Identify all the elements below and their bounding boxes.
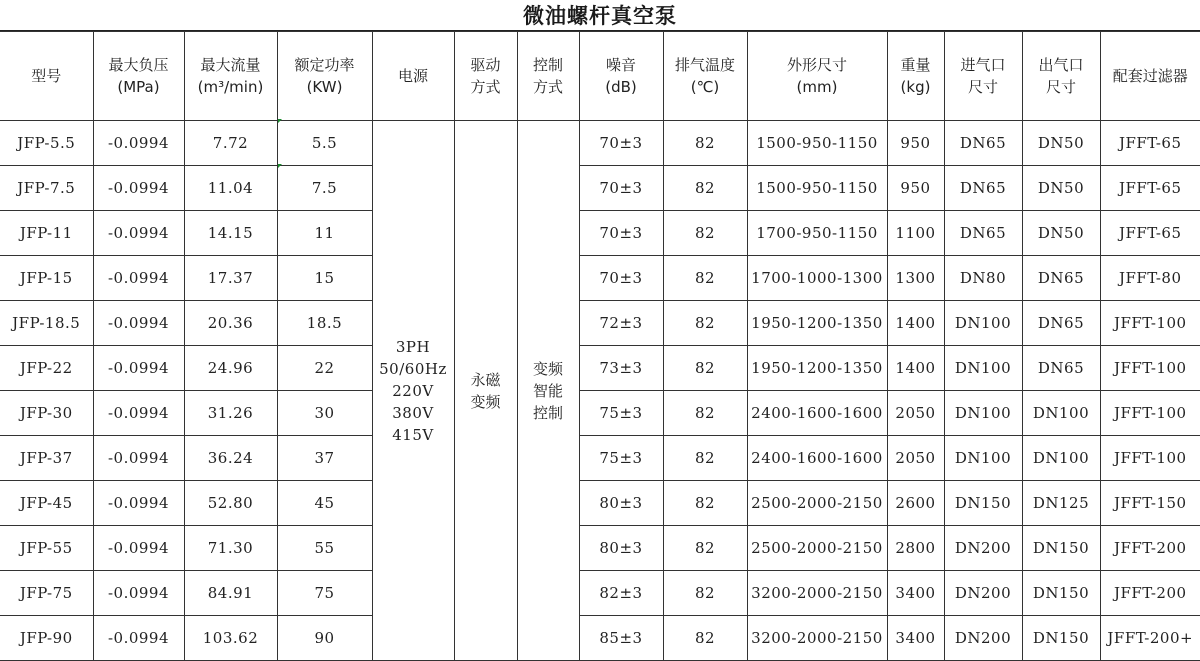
header-rated-power-line: (KW) [278,76,372,98]
cell-outlet-size: DN65 [1022,301,1100,346]
cell-noise: 75±3 [579,436,663,481]
cell-filter: JFFT-100 [1100,391,1200,436]
header-outlet-size-line: 尺寸 [1023,76,1100,98]
cell-exhaust-temp: 82 [663,166,747,211]
cell-model: JFP-15 [0,256,93,301]
cell-rated-power: 55 [277,526,372,571]
header-filter [1100,32,1200,121]
cell-model: JFP-7.5 [0,166,93,211]
header-weight-line: 重量 [888,54,944,76]
cell-dimensions: 1500-950-1150 [747,166,887,211]
table-row [0,436,1200,481]
table-row [0,481,1200,526]
cell-max-vacuum: -0.0994 [93,301,184,346]
cell-inlet-size: DN100 [944,301,1022,346]
header-inlet-size-line: 进气口 [945,54,1022,76]
cell-rated-power: 18.5 [277,301,372,346]
header-max-flow-line: (m³/min) [185,76,277,98]
cell-inlet-size: DN65 [944,166,1022,211]
control-mode-cell [517,121,579,661]
cell-marker-icon [278,119,282,123]
header-dimensions-line: (mm) [748,76,887,98]
header-row [0,32,1200,121]
cell-model: JFP-75 [0,571,93,616]
cell-weight: 2800 [887,526,944,571]
cell-exhaust-temp: 82 [663,121,747,166]
cell-max-vacuum: -0.0994 [93,256,184,301]
cell-max-vacuum: -0.0994 [93,481,184,526]
cell-inlet-size: DN100 [944,346,1022,391]
header-exhaust-temp-line: 排气温度 [664,54,747,76]
cell-dimensions: 3200-2000-2150 [747,571,887,616]
header-max-flow [184,32,277,121]
cell-dimensions: 1500-950-1150 [747,121,887,166]
cell-rated-power: 75 [277,571,372,616]
cell-model: JFP-55 [0,526,93,571]
header-max-flow-line: 最大流量 [185,54,277,76]
cell-exhaust-temp: 82 [663,256,747,301]
header-exhaust-temp [663,32,747,121]
header-max-vacuum [93,32,184,121]
cell-model: JFP-5.5 [0,121,93,166]
cell-noise: 75±3 [579,391,663,436]
cell-outlet-size: DN50 [1022,121,1100,166]
cell-inlet-size: DN65 [944,121,1022,166]
cell-max-vacuum: -0.0994 [93,211,184,256]
cell-weight: 1400 [887,346,944,391]
table-row [0,211,1200,256]
cell-max-vacuum: -0.0994 [93,436,184,481]
cell-filter: JFFT-150 [1100,481,1200,526]
cell-exhaust-temp: 82 [663,526,747,571]
cell-inlet-size: DN100 [944,436,1022,481]
cell-rated-power: 11 [277,211,372,256]
header-exhaust-temp-line: (℃) [664,76,747,98]
control-mode-cell-line: 变频 [518,358,579,380]
power-supply-cell-line: 380V [373,402,454,424]
header-control-mode-line: 方式 [518,76,579,98]
header-weight [887,32,944,121]
table-row [0,256,1200,301]
header-noise-line: (dB) [580,76,663,98]
cell-max-flow: 17.37 [184,256,277,301]
table-row [0,166,1200,211]
cell-dimensions: 2500-2000-2150 [747,526,887,571]
cell-filter: JFFT-200+ [1100,616,1200,661]
cell-model: JFP-18.5 [0,301,93,346]
cell-dimensions: 2400-1600-1600 [747,391,887,436]
control-mode-cell-line: 控制 [518,402,579,424]
cell-outlet-size: DN50 [1022,166,1100,211]
cell-max-flow: 24.96 [184,346,277,391]
cell-rated-power: 30 [277,391,372,436]
cell-max-vacuum: -0.0994 [93,166,184,211]
cell-max-flow: 14.15 [184,211,277,256]
cell-model: JFP-11 [0,211,93,256]
cell-noise: 70±3 [579,256,663,301]
cell-noise: 80±3 [579,481,663,526]
header-noise-line: 噪音 [580,54,663,76]
cell-outlet-size: DN65 [1022,346,1100,391]
header-drive-mode-line: 驱动 [455,54,517,76]
spec-table [0,31,1200,661]
cell-filter: JFFT-100 [1100,346,1200,391]
cell-model: JFP-45 [0,481,93,526]
cell-noise: 82±3 [579,571,663,616]
power-supply-cell-line: 220V [373,380,454,402]
cell-weight: 3400 [887,571,944,616]
cell-model: JFP-37 [0,436,93,481]
cell-weight: 3400 [887,616,944,661]
cell-noise: 73±3 [579,346,663,391]
cell-noise: 85±3 [579,616,663,661]
power-supply-cell-line: 3PH [373,336,454,358]
power-supply-cell [372,121,454,661]
cell-max-flow: 52.80 [184,481,277,526]
cell-inlet-size: DN100 [944,391,1022,436]
cell-rated-power: 90 [277,616,372,661]
cell-filter: JFFT-65 [1100,166,1200,211]
power-supply-cell-line: 50/60Hz [373,358,454,380]
cell-max-flow: 36.24 [184,436,277,481]
cell-max-vacuum: -0.0994 [93,346,184,391]
cell-outlet-size: DN150 [1022,616,1100,661]
header-weight-line: (kg) [888,76,944,98]
cell-model: JFP-90 [0,616,93,661]
cell-inlet-size: DN200 [944,571,1022,616]
cell-model: JFP-22 [0,346,93,391]
cell-weight: 2600 [887,481,944,526]
table-body [0,121,1200,661]
cell-weight: 1400 [887,301,944,346]
table-row [0,526,1200,571]
page-title: 微油螺杆真空泵 [0,0,1200,31]
cell-inlet-size: DN200 [944,616,1022,661]
header-outlet-size [1022,32,1100,121]
cell-weight: 1100 [887,211,944,256]
header-dimensions [747,32,887,121]
header-filter-line: 配套过滤器 [1101,65,1200,87]
cell-dimensions: 2400-1600-1600 [747,436,887,481]
header-control-mode [517,32,579,121]
header-outlet-size-line: 出气口 [1023,54,1100,76]
cell-filter: JFFT-200 [1100,526,1200,571]
table-row [0,616,1200,661]
cell-max-flow: 20.36 [184,301,277,346]
cell-weight: 2050 [887,391,944,436]
drive-mode-cell [454,121,517,661]
cell-weight: 950 [887,166,944,211]
table-row [0,121,1200,166]
cell-max-vacuum: -0.0994 [93,616,184,661]
cell-dimensions: 1950-1200-1350 [747,301,887,346]
drive-mode-cell-line: 永磁 [455,369,517,391]
cell-max-flow: 7.72 [184,121,277,166]
cell-inlet-size: DN65 [944,211,1022,256]
header-control-mode-line: 控制 [518,54,579,76]
cell-filter: JFFT-100 [1100,436,1200,481]
cell-outlet-size: DN65 [1022,256,1100,301]
cell-dimensions: 1700-950-1150 [747,211,887,256]
header-noise [579,32,663,121]
cell-dimensions: 1700-1000-1300 [747,256,887,301]
cell-dimensions: 2500-2000-2150 [747,481,887,526]
header-rated-power [277,32,372,121]
cell-rated-power: 5.5 [277,121,372,166]
cell-exhaust-temp: 82 [663,436,747,481]
cell-noise: 70±3 [579,211,663,256]
cell-outlet-size: DN100 [1022,391,1100,436]
cell-noise: 70±3 [579,166,663,211]
cell-max-flow: 31.26 [184,391,277,436]
cell-rated-power: 7.5 [277,166,372,211]
header-inlet-size-line: 尺寸 [945,76,1022,98]
cell-exhaust-temp: 82 [663,481,747,526]
cell-rated-power: 45 [277,481,372,526]
cell-outlet-size: DN150 [1022,526,1100,571]
header-drive-mode-line: 方式 [455,76,517,98]
table-row [0,346,1200,391]
header-power-supply [372,32,454,121]
header-model [0,32,93,121]
header-drive-mode [454,32,517,121]
cell-filter: JFFT-100 [1100,301,1200,346]
cell-outlet-size: DN125 [1022,481,1100,526]
cell-max-vacuum: -0.0994 [93,121,184,166]
power-supply-cell-line: 415V [373,424,454,446]
cell-weight: 950 [887,121,944,166]
cell-rated-power: 37 [277,436,372,481]
cell-exhaust-temp: 82 [663,616,747,661]
cell-max-vacuum: -0.0994 [93,571,184,616]
cell-marker-icon [278,164,282,168]
cell-dimensions: 3200-2000-2150 [747,616,887,661]
cell-noise: 70±3 [579,121,663,166]
cell-exhaust-temp: 82 [663,571,747,616]
cell-exhaust-temp: 82 [663,211,747,256]
cell-noise: 80±3 [579,526,663,571]
cell-max-vacuum: -0.0994 [93,526,184,571]
table-row [0,301,1200,346]
cell-filter: JFFT-65 [1100,121,1200,166]
cell-filter: JFFT-80 [1100,256,1200,301]
cell-inlet-size: DN200 [944,526,1022,571]
cell-rated-power: 22 [277,346,372,391]
cell-dimensions: 1950-1200-1350 [747,346,887,391]
cell-noise: 72±3 [579,301,663,346]
drive-mode-cell-line: 变频 [455,391,517,413]
cell-inlet-size: DN80 [944,256,1022,301]
cell-max-flow: 71.30 [184,526,277,571]
cell-max-vacuum: -0.0994 [93,391,184,436]
cell-exhaust-temp: 82 [663,391,747,436]
cell-exhaust-temp: 82 [663,301,747,346]
cell-outlet-size: DN100 [1022,436,1100,481]
cell-max-flow: 84.91 [184,571,277,616]
cell-inlet-size: DN150 [944,481,1022,526]
cell-model: JFP-30 [0,391,93,436]
control-mode-cell-line: 智能 [518,380,579,402]
table-row [0,391,1200,436]
cell-filter: JFFT-200 [1100,571,1200,616]
cell-weight: 1300 [887,256,944,301]
header-power-supply-line: 电源 [373,65,454,87]
cell-weight: 2050 [887,436,944,481]
cell-outlet-size: DN50 [1022,211,1100,256]
header-max-vacuum-line: (MPa) [94,76,184,98]
header-max-vacuum-line: 最大负压 [94,54,184,76]
header-inlet-size [944,32,1022,121]
cell-exhaust-temp: 82 [663,346,747,391]
cell-outlet-size: DN150 [1022,571,1100,616]
cell-max-flow: 103.62 [184,616,277,661]
cell-filter: JFFT-65 [1100,211,1200,256]
cell-max-flow: 11.04 [184,166,277,211]
header-rated-power-line: 额定功率 [278,54,372,76]
header-dimensions-line: 外形尺寸 [748,54,887,76]
table-row [0,571,1200,616]
header-model-line: 型号 [0,65,93,87]
cell-rated-power: 15 [277,256,372,301]
